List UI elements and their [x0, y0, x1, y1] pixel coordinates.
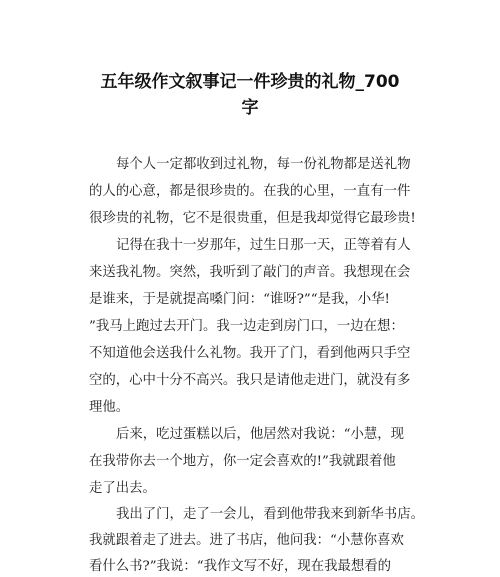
paragraph-line: 很珍贵的礼物，它不是很贵重，但是我却觉得它最珍贵!	[89, 211, 416, 226]
paragraph-line: 记得在我十一岁那年，过生日那一天，正等着有人	[116, 238, 411, 253]
paragraph-line: 不知道他会送我什么礼物。我开了门，看到他两只手空	[89, 346, 411, 361]
paragraph-line: 空的，心中十分不高兴。我只是请他走进门，就没有多	[89, 373, 411, 388]
paragraph-line: ”我马上跑过去开门。我一边走到房门口，一边在想：	[89, 319, 404, 334]
paragraph-line: 看什么书?”我说：“我作文写不好，现在我最想看的	[89, 559, 392, 574]
paragraph-line: 理他。	[89, 400, 130, 415]
paragraph-line: 来送我礼物。突然，我听到了敲门的声音。我想现在会	[89, 265, 411, 280]
paragraph-line: 我就跟着走了进去。进了书店，他问我：“小慧你喜欢	[89, 533, 404, 548]
paragraph-line: 后来，吃过蛋糕以后，他居然对我说：“小慧，现	[116, 427, 405, 442]
paragraph-line: 在我带你去一个地方，你一定会喜欢的!”我就跟着他	[89, 454, 396, 469]
paragraph-line: 我出了门，走了一会儿，看到他带我来到新华书店。	[116, 507, 424, 522]
paragraph-line: 是谁来，于是就提高嗓门问：“谁呀?”“是我，小华!	[89, 292, 390, 307]
paragraph-line: 走了出去。	[89, 481, 156, 496]
paragraph-line: 每个人一定都收到过礼物，每一份礼物都是送礼物	[116, 157, 411, 172]
paragraph-line: 的人的心意，都是很珍贵的。在我的心里，一直有一件	[89, 184, 411, 199]
document-title-line-1: 五年级作文叙事记一件珍贵的礼物_700	[100, 72, 400, 92]
document-title-line-2: 字	[241, 98, 259, 118]
